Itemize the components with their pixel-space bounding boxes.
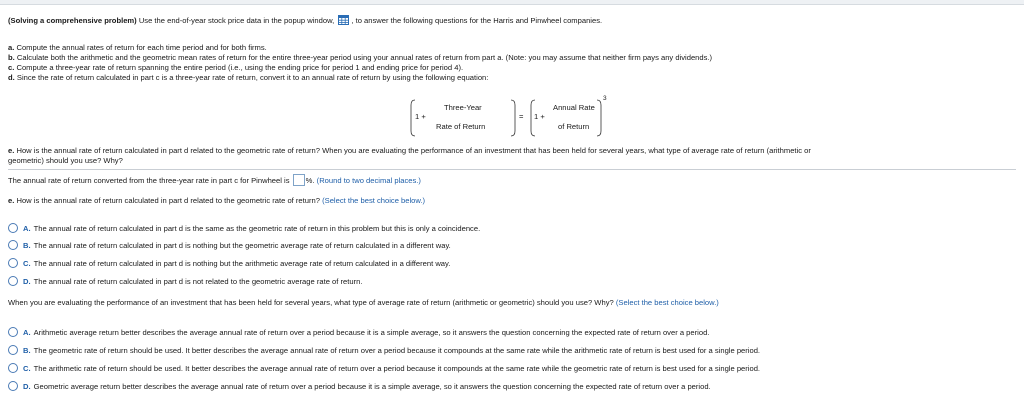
radio-button[interactable] <box>8 240 18 250</box>
question1-prompt: e. How is the annual rate of return calculated in part d related to the geometric rate of return? (Select the best choice below.) <box>8 196 426 205</box>
eq-right-bottom: of Return <box>558 122 590 131</box>
part-c: c. Compute a three-year rate of return spanning the entire period (i.e., using the ending price for period 1 and ending price for period 4). <box>8 63 464 72</box>
radio-button[interactable] <box>8 381 18 391</box>
intro-text-after: , to answer the following questions for the Harris and Pinwheel companies. <box>351 16 603 25</box>
answer-input-box[interactable] <box>293 174 305 186</box>
q2-option-b[interactable]: B. The geometric rate of return should be used. It better describes the average annual rate of return over a period because it compounds at the same rate while the arithmetic rate of return is best used for a single period. <box>8 345 760 356</box>
annualization-equation <box>409 97 609 139</box>
q2-option-d[interactable]: D. Geometric average return better describes the average annual rate of return over a period because it is a simple average, so it answers the question concerning the expected rate of return over a period. <box>8 381 711 392</box>
table-grid-icon[interactable] <box>338 15 349 25</box>
radio-button[interactable] <box>8 223 18 233</box>
intro-text: Use the end-of-year stock price data in the popup window, <box>136 16 335 25</box>
radio-button[interactable] <box>8 345 18 355</box>
q1-option-a[interactable]: A. The annual rate of return calculated in part d is the same as the geometric rate of return in this problem but this is only a coincidence. <box>8 223 480 234</box>
divider-top <box>8 169 1016 170</box>
question2-prompt: When you are evaluating the performance of an investment that has been held for several years, what type of average rate of return (arithmetic or geometric) should you use? Why? (Select the best choice below.) <box>8 298 719 307</box>
answer-line <box>8 174 421 186</box>
eq-right-one: 1 + <box>534 112 545 121</box>
problem-intro <box>8 15 602 26</box>
eq-left-top: Three-Year <box>444 103 482 112</box>
q1-option-c[interactable]: C. The annual rate of return calculated in part d is nothing but the arithmetic average rate of return calculated in a different way. <box>8 258 450 269</box>
q1-option-d[interactable]: D. The annual rate of return calculated in part d is not related to the geometric average rate of return. <box>8 276 362 287</box>
part-e-line1: e. How is the annual rate of return calculated in part d related to the geometric rate of return? When you are evaluating the performance of an investment that has been held for several years, what type of average rate of return (arithmetic or <box>8 146 811 155</box>
q2-option-c[interactable]: C. The arithmetic rate of return should be used. It better describes the average annual rate of return over a period because it compounds at the same rate while the geometric rate of return is best used for a single period. <box>8 363 760 374</box>
q1-option-b[interactable]: B. The annual rate of return calculated in part d is nothing but the geometric average rate of return calculated in a different way. <box>8 240 451 251</box>
part-d: d. Since the rate of return calculated in part c is a three-year rate of return, convert it to an annual rate of return by using the following equation: <box>8 73 489 82</box>
answer-prompt: The annual rate of return converted from the three-year rate in part c for Pinwheel is <box>8 176 290 185</box>
answer-hint: (Round to two decimal places.) <box>316 176 421 185</box>
q2-option-a[interactable]: A. Arithmetic average return better describes the average annual rate of return over a period because it is a simple average, so it answers the question concerning the expected rate of return over a period. <box>8 327 709 338</box>
top-border <box>0 0 1024 5</box>
radio-button[interactable] <box>8 276 18 286</box>
answer-percent: %. <box>305 176 315 185</box>
eq-exponent: 3 <box>603 95 607 102</box>
eq-right-top: Annual Rate <box>553 103 595 112</box>
eq-equals: = <box>519 112 524 121</box>
radio-button[interactable] <box>8 363 18 373</box>
part-b: b. Calculate both the arithmetic and the geometric mean rates of return for the entire three-year period using your annual rates of return from part a. (Note: you may assume that neither firm pays any dividends.) <box>8 53 713 62</box>
part-e-line2: geometric) should you use? Why? <box>8 156 123 165</box>
eq-left-bottom: Rate of Return <box>436 122 486 131</box>
part-a: a. Compute the annual rates of return for each time period and for both firms. <box>8 43 267 52</box>
radio-button[interactable] <box>8 258 18 268</box>
intro-bold: (Solving a comprehensive problem) <box>8 16 137 25</box>
eq-left-one: 1 + <box>415 112 426 121</box>
radio-button[interactable] <box>8 327 18 337</box>
